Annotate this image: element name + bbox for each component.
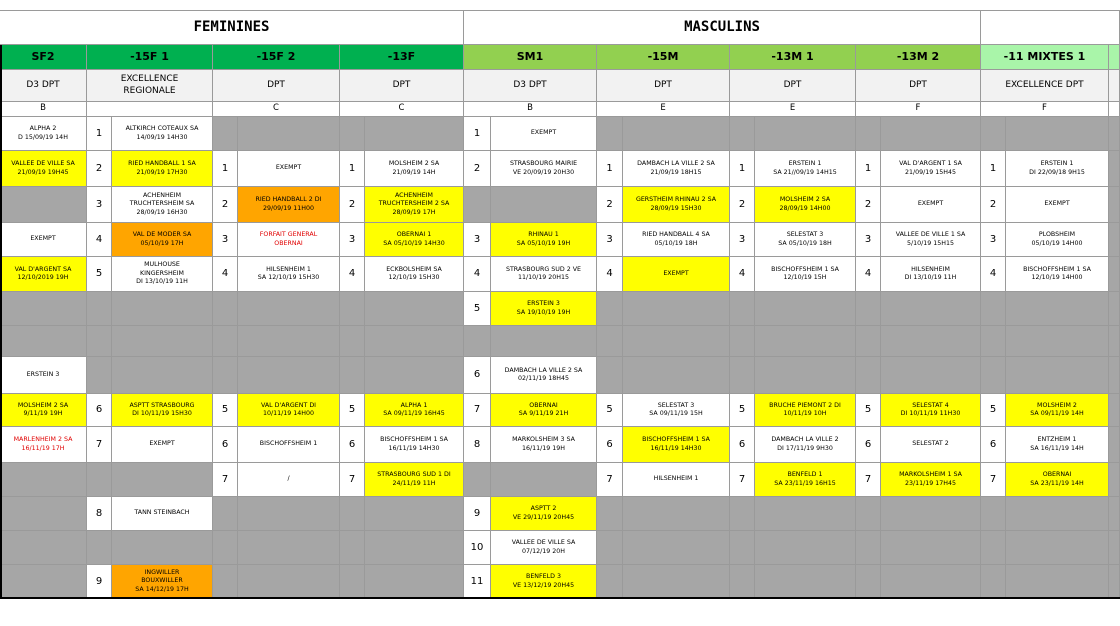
match-cell[interactable]: ASPTT 2 VE 29/11/19 20H45 (491, 497, 597, 531)
round-number (981, 565, 1006, 599)
level-label: EXCELLENCE REGIONALE (87, 70, 213, 102)
round-number (856, 497, 881, 531)
match-cell[interactable]: TANN STEINBACH (112, 497, 213, 531)
match-cell[interactable] (881, 565, 981, 599)
round-number (856, 326, 881, 357)
round-number: 4 (856, 257, 881, 292)
match-cell[interactable] (238, 326, 340, 357)
match-cell[interactable] (881, 357, 981, 394)
round-number (597, 117, 623, 151)
match-cell[interactable]: BISCHOFFSHEIM 1 SA 12/10/19 15H (755, 257, 856, 292)
match-cell[interactable] (112, 463, 213, 497)
match-cell[interactable]: MARKOLSHEIM 1 SA 23/11/19 17H45 (881, 463, 981, 497)
match-cell[interactable] (238, 117, 340, 151)
round-number: 4 (340, 257, 365, 292)
match-cell[interactable]: ALPHA 1 SA 09/11/19 16H45 (365, 394, 464, 427)
round-number (464, 463, 491, 497)
match-cell[interactable]: STRASBOURG SUD 1 DI 24/11/19 11H (365, 463, 464, 497)
match-cell[interactable] (0, 565, 87, 599)
match-cell[interactable] (881, 497, 981, 531)
match-cell[interactable] (1109, 497, 1120, 531)
match-cell[interactable] (1109, 117, 1120, 151)
match-cell[interactable]: / (238, 463, 340, 497)
level-label: DPT (856, 70, 981, 102)
match-cell[interactable] (365, 357, 464, 394)
match-cell[interactable] (238, 565, 340, 599)
match-cell[interactable] (755, 292, 856, 326)
round-number (730, 292, 755, 326)
round-number (213, 531, 238, 565)
round-number: 7 (340, 463, 365, 497)
round-number (981, 292, 1006, 326)
round-number (730, 357, 755, 394)
match-cell[interactable] (1006, 357, 1109, 394)
round-number (87, 292, 112, 326)
match-cell[interactable]: FORFAIT GENERAL OBERNAI (238, 223, 340, 257)
round-number: 6 (856, 427, 881, 463)
round-number (856, 357, 881, 394)
match-cell[interactable]: ERSTEIN 3 (0, 357, 87, 394)
round-number: 7 (856, 463, 881, 497)
round-number: 6 (213, 427, 238, 463)
match-cell[interactable]: SELESTAT 2 (881, 427, 981, 463)
match-cell[interactable]: STRASBOURG SUD 2 VE 11/10/19 20H15 (491, 257, 597, 292)
match-cell[interactable] (1006, 565, 1109, 599)
match-cell[interactable]: ACHENHEIM TRUCHTERSHEIM SA 28/09/19 16H30 (112, 187, 213, 223)
pool-label: E (730, 102, 856, 117)
match-cell[interactable]: INGWILLER BOUXWILLER SA 14/12/19 17H (112, 565, 213, 599)
round-number: 5 (597, 394, 623, 427)
match-cell[interactable] (1109, 326, 1120, 357)
round-number (340, 357, 365, 394)
round-number (981, 531, 1006, 565)
match-cell[interactable] (623, 565, 730, 599)
round-number (597, 531, 623, 565)
round-number: 2 (730, 187, 755, 223)
match-cell[interactable] (623, 531, 730, 565)
match-cell[interactable] (755, 117, 856, 151)
round-number (87, 326, 112, 357)
match-cell[interactable] (881, 326, 981, 357)
match-cell[interactable]: EXEMPT (0, 223, 87, 257)
match-cell[interactable]: VAL DE MODER SA 05/10/19 17H (112, 223, 213, 257)
round-number: 7 (464, 394, 491, 427)
round-number (597, 497, 623, 531)
round-number (730, 326, 755, 357)
round-number: 7 (213, 463, 238, 497)
round-number: 5 (87, 257, 112, 292)
match-cell[interactable] (365, 117, 464, 151)
round-number (856, 565, 881, 599)
round-number (597, 565, 623, 599)
round-number (213, 292, 238, 326)
match-cell[interactable] (0, 326, 87, 357)
match-cell[interactable] (1109, 257, 1120, 292)
match-cell[interactable] (0, 497, 87, 531)
team-header: -13M 2 (856, 45, 981, 70)
match-cell[interactable]: EXEMPT (881, 187, 981, 223)
team-header: SM1 (464, 45, 597, 70)
match-cell[interactable] (491, 326, 597, 357)
team-header: -15M (597, 45, 730, 70)
pool-label: C (213, 102, 340, 117)
round-number: 1 (213, 151, 238, 187)
section-title: FEMININES (0, 10, 464, 45)
match-cell[interactable] (1006, 497, 1109, 531)
match-cell[interactable]: SELESTAT 4 DI 10/11/19 11H30 (881, 394, 981, 427)
team-header: -11 MIXTES 1 (981, 45, 1109, 70)
round-number (340, 292, 365, 326)
round-number (87, 463, 112, 497)
match-cell[interactable]: EXEMPT (112, 427, 213, 463)
round-number: 4 (87, 223, 112, 257)
match-cell[interactable]: DAMBACH LA VILLE 2 DI 17/11/19 9H30 (755, 427, 856, 463)
pool-label: F (856, 102, 981, 117)
match-cell[interactable] (755, 497, 856, 531)
match-cell[interactable]: VAL D'ARGENT SA 12/10/2019 19H (0, 257, 87, 292)
match-cell[interactable]: EXEMPT (623, 257, 730, 292)
round-number: 1 (87, 117, 112, 151)
match-cell[interactable]: ERSTEIN 1 SA 21//09/19 14H15 (755, 151, 856, 187)
match-cell[interactable] (365, 497, 464, 531)
round-number: 5 (856, 394, 881, 427)
match-cell[interactable] (623, 292, 730, 326)
match-cell[interactable]: GERSTHEIM RHINAU 2 SA 28/09/19 15H30 (623, 187, 730, 223)
match-cell[interactable]: MARKOLSHEIM 3 SA 16/11/19 19H (491, 427, 597, 463)
match-cell[interactable]: RIED HANDBALL 1 SA 21/09/19 17H30 (112, 151, 213, 187)
round-number: 7 (597, 463, 623, 497)
match-cell[interactable] (238, 497, 340, 531)
round-number: 2 (340, 187, 365, 223)
match-cell[interactable] (238, 357, 340, 394)
match-cell[interactable] (1109, 427, 1120, 463)
match-cell[interactable] (112, 326, 213, 357)
round-number (981, 497, 1006, 531)
round-number: 5 (981, 394, 1006, 427)
round-number: 1 (464, 117, 491, 151)
match-cell[interactable] (238, 292, 340, 326)
match-cell[interactable]: VAL D'ARGENT DI 10/11/19 14H00 (238, 394, 340, 427)
match-cell[interactable]: STRASBOURG MAIRIE VE 20/09/19 20H30 (491, 151, 597, 187)
pool-label: B (0, 102, 87, 117)
match-cell[interactable] (1109, 565, 1120, 599)
round-number: 3 (340, 223, 365, 257)
team-header: -15F 2 (213, 45, 340, 70)
match-cell[interactable]: OBERNAI SA 9/11/19 21H (491, 394, 597, 427)
match-cell[interactable] (881, 531, 981, 565)
level-label: DPT (213, 70, 340, 102)
match-cell[interactable] (881, 117, 981, 151)
level-label: DPT (730, 70, 856, 102)
match-cell[interactable]: ERSTEIN 3 SA 19/10/19 19H (491, 292, 597, 326)
match-cell[interactable] (365, 565, 464, 599)
round-number: 6 (597, 427, 623, 463)
round-number: 5 (464, 292, 491, 326)
match-cell[interactable]: HILSENHEIM 1 SA 12/10/19 15H30 (238, 257, 340, 292)
match-cell[interactable]: BENFELD 3 VE 13/12/19 20H45 (491, 565, 597, 599)
round-number: 1 (597, 151, 623, 187)
match-cell[interactable]: BENFELD 1 SA 23/11/19 16H15 (755, 463, 856, 497)
round-number: 7 (730, 463, 755, 497)
round-number: 5 (213, 394, 238, 427)
match-cell[interactable]: ECKBOLSHEIM SA 12/10/19 15H30 (365, 257, 464, 292)
level-label: DPT (597, 70, 730, 102)
match-cell[interactable] (881, 292, 981, 326)
round-number (213, 565, 238, 599)
round-number: 2 (981, 187, 1006, 223)
round-number: 6 (464, 357, 491, 394)
match-cell[interactable]: ASPTT STRASBOURG DI 10/11/19 15H30 (112, 394, 213, 427)
pool-label: E (597, 102, 730, 117)
match-cell[interactable]: ALPHA 2 D 15/09/19 14H (0, 117, 87, 151)
match-cell[interactable] (755, 357, 856, 394)
round-number: 3 (87, 187, 112, 223)
top-strip (0, 0, 1120, 10)
pool-label: F (981, 102, 1109, 117)
match-cell[interactable] (1109, 223, 1120, 257)
match-cell[interactable] (491, 463, 597, 497)
match-cell[interactable] (623, 357, 730, 394)
round-number (856, 117, 881, 151)
match-cell[interactable]: SELESTAT 3 SA 05/10/19 18H (755, 223, 856, 257)
round-number: 1 (340, 151, 365, 187)
match-cell[interactable]: RHINAU 1 SA 05/10/19 19H (491, 223, 597, 257)
round-number (981, 117, 1006, 151)
match-cell[interactable] (1006, 326, 1109, 357)
match-cell[interactable] (1109, 151, 1120, 187)
match-cell[interactable] (1109, 463, 1120, 497)
match-cell[interactable]: PLOBSHEIM 05/10/19 14H00 (1006, 223, 1109, 257)
match-cell[interactable] (623, 117, 730, 151)
bottom-border (0, 597, 1120, 599)
match-cell[interactable] (1109, 531, 1120, 565)
match-cell[interactable]: VAL D'ARGENT 1 SA 21/09/19 15H45 (881, 151, 981, 187)
round-number: 2 (856, 187, 881, 223)
level-label: D3 DPT (0, 70, 87, 102)
match-cell[interactable] (755, 531, 856, 565)
round-number (340, 117, 365, 151)
match-cell[interactable]: ENTZHEIM 1 SA 16/11/19 14H (1006, 427, 1109, 463)
round-number (340, 497, 365, 531)
match-cell[interactable]: HILSENHEIM DI 13/10/19 11H (881, 257, 981, 292)
match-cell[interactable] (0, 463, 87, 497)
round-number: 3 (464, 223, 491, 257)
round-number (981, 326, 1006, 357)
match-cell[interactable]: ALTKIRCH COTEAUX SA 14/09/19 14H30 (112, 117, 213, 151)
round-number: 6 (981, 427, 1006, 463)
round-number (730, 565, 755, 599)
match-cell[interactable] (0, 187, 87, 223)
round-number: 3 (856, 223, 881, 257)
match-cell[interactable]: OBERNAI SA 23/11/19 14H (1006, 463, 1109, 497)
match-cell[interactable]: MOLSHEIM 2 SA 09/11/19 14H (1006, 394, 1109, 427)
round-number: 4 (730, 257, 755, 292)
match-cell[interactable]: ERSTEIN 1 DI 22/09/18 9H15 (1006, 151, 1109, 187)
match-cell[interactable] (365, 326, 464, 357)
round-number: 5 (340, 394, 365, 427)
round-number: 3 (597, 223, 623, 257)
match-cell[interactable]: BISCHOFFSHEIM 1 SA 16/11/19 14H30 (623, 427, 730, 463)
team-header: SF2 (0, 45, 87, 70)
match-cell[interactable] (365, 292, 464, 326)
round-number (730, 531, 755, 565)
team-header: -13M 1 (730, 45, 856, 70)
round-number (340, 565, 365, 599)
round-number: 8 (87, 497, 112, 531)
level-label: D3 DPT (464, 70, 597, 102)
level-label (1109, 70, 1120, 102)
round-number: 6 (87, 394, 112, 427)
round-number (213, 326, 238, 357)
match-cell[interactable]: MOLSHEIM 2 SA 9/11/19 19H (0, 394, 87, 427)
pool-label (1109, 102, 1120, 117)
round-number (340, 326, 365, 357)
match-cell[interactable] (1109, 394, 1120, 427)
section-title (981, 10, 1120, 45)
match-cell[interactable] (755, 326, 856, 357)
match-cell[interactable]: RIED HANDBALL 4 SA 05/10/19 18H (623, 223, 730, 257)
round-number (856, 531, 881, 565)
round-number (340, 531, 365, 565)
match-cell[interactable]: BISCHOFFSHEIM 1 SA 16/11/19 14H30 (365, 427, 464, 463)
round-number: 10 (464, 531, 491, 565)
round-number (213, 497, 238, 531)
round-number: 7 (87, 427, 112, 463)
match-cell[interactable]: MOLSHEIM 2 SA 28/09/19 14H00 (755, 187, 856, 223)
round-number: 2 (597, 187, 623, 223)
round-number: 5 (730, 394, 755, 427)
round-number (213, 357, 238, 394)
match-cell[interactable]: DAMBACH LA VILLE 2 SA 02/11/19 18H45 (491, 357, 597, 394)
match-cell[interactable]: VALLEE DE VILLE SA 21/09/19 19H45 (0, 151, 87, 187)
match-cell[interactable]: MOLSHEIM 2 SA 21/09/19 14H (365, 151, 464, 187)
left-border (0, 45, 2, 599)
round-number: 2 (213, 187, 238, 223)
round-number: 2 (464, 151, 491, 187)
round-number (213, 117, 238, 151)
match-cell[interactable]: EXEMPT (1006, 187, 1109, 223)
level-label: DPT (340, 70, 464, 102)
match-cell[interactable]: VALLEE DE VILLE SA 07/12/19 20H (491, 531, 597, 565)
round-number: 4 (464, 257, 491, 292)
match-cell[interactable] (238, 531, 340, 565)
match-cell[interactable]: ACHENHEIM TRUCHTERSHEIM 2 SA 28/09/19 17H (365, 187, 464, 223)
round-number: 7 (981, 463, 1006, 497)
round-number: 9 (87, 565, 112, 599)
round-number: 4 (213, 257, 238, 292)
match-cell[interactable]: DAMBACH LA VILLE 2 SA 21/09/19 18H15 (623, 151, 730, 187)
level-label: EXCELLENCE DPT (981, 70, 1109, 102)
round-number: 6 (340, 427, 365, 463)
match-cell[interactable] (112, 531, 213, 565)
match-cell[interactable]: BISCHOFFSHEIM 1 SA 12/10/19 14H00 (1006, 257, 1109, 292)
match-cell[interactable] (1109, 292, 1120, 326)
match-cell[interactable] (623, 497, 730, 531)
team-header: -15F 1 (87, 45, 213, 70)
round-number: 11 (464, 565, 491, 599)
round-number: 4 (597, 257, 623, 292)
match-cell[interactable]: VALLEE DE VILLE 1 SA 5/10/19 15H15 (881, 223, 981, 257)
round-number: 8 (464, 427, 491, 463)
match-cell[interactable]: EXEMPT (491, 117, 597, 151)
match-cell[interactable] (1006, 292, 1109, 326)
match-cell[interactable] (1109, 187, 1120, 223)
pool-label (87, 102, 213, 117)
round-number (464, 187, 491, 223)
round-number: 4 (981, 257, 1006, 292)
match-cell[interactable]: HILSENHEIM 1 (623, 463, 730, 497)
match-cell[interactable]: BRUCHE PIEMONT 2 DI 10/11/19 10H (755, 394, 856, 427)
round-number (464, 326, 491, 357)
round-number (87, 531, 112, 565)
round-number: 2 (87, 151, 112, 187)
round-number: 1 (856, 151, 881, 187)
match-cell[interactable] (112, 292, 213, 326)
round-number: 9 (464, 497, 491, 531)
match-cell[interactable] (1109, 357, 1120, 394)
match-cell[interactable]: RIED HANDBALL 2 DI 29/09/19 11H00 (238, 187, 340, 223)
match-cell[interactable] (365, 531, 464, 565)
round-number (856, 292, 881, 326)
round-number (597, 357, 623, 394)
team-header (1109, 45, 1120, 70)
round-number (730, 497, 755, 531)
round-number (597, 326, 623, 357)
match-cell[interactable] (755, 565, 856, 599)
match-cell[interactable] (0, 292, 87, 326)
section-title: MASCULINS (464, 10, 981, 45)
round-number: 3 (213, 223, 238, 257)
match-cell[interactable] (491, 187, 597, 223)
round-number: 6 (730, 427, 755, 463)
round-number: 1 (730, 151, 755, 187)
round-number: 1 (981, 151, 1006, 187)
match-cell[interactable]: MARLENHEIM 2 SA 16/11/19 17H (0, 427, 87, 463)
match-cell[interactable] (1006, 117, 1109, 151)
round-number (597, 292, 623, 326)
team-header: -13F (340, 45, 464, 70)
pool-label: B (464, 102, 597, 117)
match-cell[interactable] (623, 326, 730, 357)
match-cell[interactable]: MULHOUSE KINGERSHEIM DI 13/10/19 11H (112, 257, 213, 292)
pool-label: C (340, 102, 464, 117)
match-cell[interactable]: OBERNAI 1 SA 05/10/19 14H30 (365, 223, 464, 257)
match-cell[interactable] (112, 357, 213, 394)
round-number: 3 (981, 223, 1006, 257)
round-number: 3 (730, 223, 755, 257)
round-number (981, 357, 1006, 394)
match-cell[interactable] (0, 531, 87, 565)
match-cell[interactable] (1006, 531, 1109, 565)
match-cell[interactable]: BISCHOFFSHEIM 1 (238, 427, 340, 463)
round-number (87, 357, 112, 394)
match-cell[interactable]: SELESTAT 3 SA 09/11/19 15H (623, 394, 730, 427)
round-number (730, 117, 755, 151)
match-cell[interactable]: EXEMPT (238, 151, 340, 187)
